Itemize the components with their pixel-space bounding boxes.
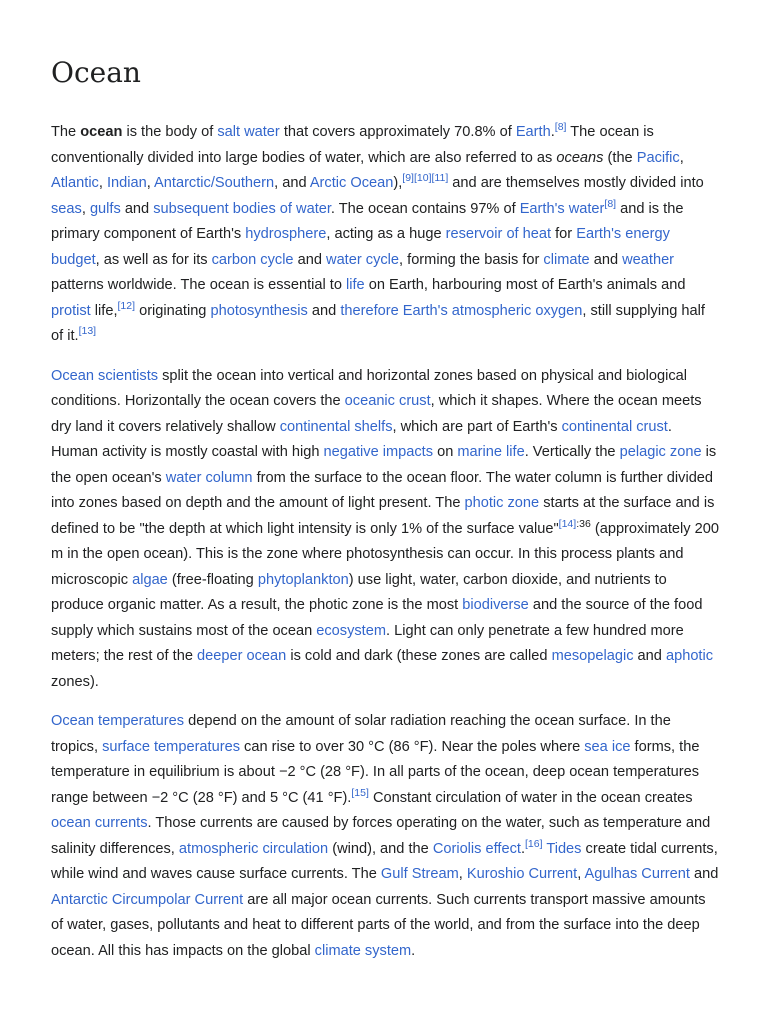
paragraph-text: split the ocean into vertical and horizontal zones based on physical and biological conditions. Horizontally the ocean covers the: [51, 367, 688, 409]
paragraph-text: from the surface to the ocean floor. The water column is further divided into zones based on depth and the amount of light present. The: [51, 469, 714, 511]
wiki-link[interactable]: salt water: [217, 124, 280, 140]
wiki-link[interactable]: algae: [132, 571, 168, 588]
wiki-link[interactable]: surface temperatures: [102, 738, 240, 755]
article-body: [51, 120, 719, 978]
paragraph-text: . The ocean contains 97% of: [330, 200, 520, 217]
paragraph-text: ,: [81, 200, 90, 217]
paragraph-text: and: [120, 200, 154, 217]
paragraph-text: and: [293, 251, 327, 268]
paragraph-text: is cold and dark (these zones are called: [286, 648, 552, 664]
paragraph-text: . Vertically the: [524, 444, 620, 460]
wiki-link[interactable]: ecosystem: [316, 622, 387, 639]
paragraph-text: ,: [679, 149, 684, 166]
paragraph-text: ,: [98, 175, 107, 191]
citation-page-number: :36: [576, 517, 591, 530]
paragraph-text: patterns worldwide. The ocean is essential to: [51, 277, 347, 293]
article-paragraph: [51, 709, 719, 964]
paragraph-text: Constant circulation of water in the ocean creates: [368, 789, 693, 806]
wiki-link[interactable]: Ocean scientists: [51, 367, 159, 384]
wiki-link[interactable]: reservoir of heat: [445, 226, 552, 242]
paragraph-text: create tidal currents, while wind and waves cause surface currents. The: [51, 840, 718, 882]
paragraph-text: are all major ocean currents. Such currents transport massive amounts of water, gases, pollutants and heat to different parts of the world, and from the surface into the deep ocean. All this has impacts on the global: [51, 891, 706, 959]
wiki-link[interactable]: protist: [51, 302, 91, 319]
wiki-link[interactable]: Coriolis effect: [432, 840, 521, 857]
paragraph-text: , acting as a huge: [326, 226, 446, 242]
paragraph-text: on Earth, harbouring most of Earth's animals and: [364, 277, 686, 293]
paragraph-text: ,: [146, 175, 155, 191]
citation-ref[interactable]: [8]: [604, 197, 617, 210]
wiki-link[interactable]: hydrosphere: [245, 226, 327, 242]
paragraph-text: and: [633, 648, 666, 664]
wiki-link[interactable]: Arctic Ocean: [309, 175, 394, 191]
citation-ref[interactable]: [14]: [558, 517, 577, 530]
paragraph-text: , forming the basis for: [399, 251, 544, 268]
paragraph-text: and: [689, 866, 719, 882]
wiki-link[interactable]: deeper ocean: [197, 648, 287, 664]
paragraph-text: life,: [90, 302, 118, 319]
wiki-link[interactable]: subsequent bodies of water: [153, 200, 331, 217]
wiki-link[interactable]: water column: [165, 469, 253, 486]
wiki-link[interactable]: continental crust: [561, 418, 668, 435]
wiki-link[interactable]: climate system: [314, 942, 412, 959]
paragraph-text: and: [589, 251, 623, 268]
wiki-link[interactable]: seas: [51, 200, 82, 217]
paragraph-text: can rise to over 30 °C (86 °F). Near the poles where: [240, 738, 585, 755]
paragraph-text: . Human activity is mostly coastal with high: [51, 418, 672, 460]
paragraph-text: .: [520, 840, 526, 857]
paragraph-text: (wind), and the: [328, 840, 433, 857]
wiki-link[interactable]: phytoplankton: [257, 571, 349, 588]
paragraph-text: on: [433, 444, 458, 460]
citation-ref[interactable]: [12]: [117, 299, 136, 312]
wiki-link[interactable]: biodiverse: [462, 597, 529, 613]
paragraph-text: (free-floating: [167, 571, 258, 588]
wiki-link[interactable]: therefore Earth's atmospheric oxygen: [340, 302, 583, 319]
paragraph-text: .: [550, 124, 555, 140]
paragraph-text: is the open ocean's: [51, 444, 717, 486]
bold-term: ocean: [80, 124, 123, 140]
citation-ref[interactable]: [11]: [431, 172, 449, 185]
wiki-link[interactable]: Gulf Stream: [380, 866, 459, 882]
wiki-link[interactable]: aphotic: [665, 648, 714, 664]
paragraph-text: , and: [274, 175, 310, 191]
wiki-link[interactable]: Atlantic: [51, 175, 99, 191]
wiki-link[interactable]: sea ice: [584, 738, 631, 755]
italic-term: oceans: [556, 149, 604, 166]
wiki-link[interactable]: Antarctic/Southern: [154, 175, 275, 191]
citation-ref[interactable]: [9]: [402, 172, 414, 185]
paragraph-text: ,: [577, 866, 585, 882]
page-title: Ocean: [51, 56, 141, 89]
paragraph-text: , which are part of Earth's: [392, 418, 562, 435]
wiki-link[interactable]: Agulhas Current: [584, 866, 690, 882]
wiki-link[interactable]: Earth: [515, 124, 551, 140]
wiki-link[interactable]: marine life: [457, 444, 525, 460]
paragraph-text: that covers approximately 70.8% of: [279, 124, 516, 140]
wiki-link[interactable]: oceanic crust: [344, 393, 431, 409]
article-paragraph: [51, 120, 719, 350]
wiki-link[interactable]: Kuroshio Current: [466, 866, 578, 882]
citation-ref[interactable]: [10]: [413, 172, 432, 185]
paragraph-text: and is the primary component of Earth's: [51, 200, 684, 242]
paragraph-text: (the: [603, 149, 637, 166]
paragraph-text: ),: [393, 175, 403, 191]
paragraph-text: The: [51, 124, 81, 140]
paragraph-text: , still supplying half of it.: [51, 302, 705, 344]
wiki-link[interactable]: pelagic zone: [619, 444, 702, 460]
wiki-link[interactable]: Pacific: [636, 149, 680, 166]
paragraph-text: for: [551, 226, 577, 242]
wiki-link[interactable]: ocean currents: [51, 815, 148, 831]
wiki-link[interactable]: Indian: [106, 175, 147, 191]
paragraph-text: is the body of: [122, 124, 218, 140]
paragraph-text: (approximately 200 m in the open ocean). This is the zone where photosynthesis can occur. In this process plants and microscopic: [51, 520, 719, 588]
wiki-link[interactable]: photosynthesis: [210, 302, 308, 319]
wiki-link[interactable]: carbon cycle: [211, 251, 294, 268]
paragraph-text: .: [411, 942, 416, 959]
paragraph-text: originating: [135, 302, 211, 319]
paragraph-text: and the source of the food supply which sustains most of the ocean: [51, 597, 703, 639]
paragraph-text: and are themselves mostly divided into: [448, 175, 704, 191]
wiki-link[interactable]: negative impacts: [323, 444, 434, 460]
wiki-link[interactable]: Ocean temperatures: [51, 713, 185, 729]
paragraph-text: . Light can only penetrate a few hundred more meters; the rest of the: [51, 622, 684, 664]
paragraph-text: ,: [458, 866, 467, 882]
wiki-link[interactable]: mesopelagic: [551, 648, 634, 664]
citation-ref[interactable]: [13]: [78, 325, 97, 338]
wiki-link[interactable]: photic zone: [464, 495, 540, 511]
paragraph-text: , which it shapes. Where the ocean meets dry land it covers relatively shallow: [51, 393, 702, 435]
wiki-link[interactable]: weather: [622, 251, 675, 268]
wiki-link[interactable]: Antarctic Circumpolar Current: [51, 891, 244, 908]
citation-ref[interactable]: [16]: [525, 837, 543, 850]
citation-ref[interactable]: [15]: [351, 786, 369, 799]
paragraph-text: The ocean is conventionally divided into large bodies of water, which are also referred to as: [51, 124, 654, 166]
paragraph-text: ) use light, water, carbon dioxide, and nutrients to produce organic matter. As a result, the photic zone is the most: [51, 571, 667, 613]
wiki-link[interactable]: Earth's energy budget: [51, 226, 670, 268]
citation-ref[interactable]: [8]: [554, 121, 567, 134]
paragraph-text: starts at the surface and is defined to be "the depth at which light intensity is only 1% of the surface value": [51, 495, 715, 537]
paragraph-text: forms, the temperature in equilibrium is about −2 °C (28 °F). In all parts of the ocean, deep ocean temperatures range between −2 °C (28 °F) and 5 °C (41 °F).: [51, 738, 700, 806]
paragraph-text: zones).: [51, 673, 99, 690]
paragraph-text: , as well as for its: [95, 251, 212, 268]
wiki-link[interactable]: life: [346, 277, 365, 293]
paragraph-text: and: [307, 302, 341, 319]
wiki-link[interactable]: climate: [543, 251, 590, 268]
wiki-link[interactable]: water cycle: [326, 251, 400, 268]
paragraph-text: . Those currents are caused by forces operating on the water, such as temperature and salinity differences,: [51, 815, 711, 857]
wiki-link[interactable]: Tides: [546, 840, 582, 857]
wiki-link[interactable]: continental shelfs: [279, 418, 393, 435]
wiki-link[interactable]: Earth's water: [519, 200, 605, 217]
wiki-link[interactable]: gulfs: [89, 200, 121, 217]
wiki-link[interactable]: atmospheric circulation: [178, 840, 329, 857]
article-paragraph: [51, 364, 719, 696]
paragraph-text: depend on the amount of solar radiation reaching the ocean surface. In the tropics,: [51, 713, 671, 755]
